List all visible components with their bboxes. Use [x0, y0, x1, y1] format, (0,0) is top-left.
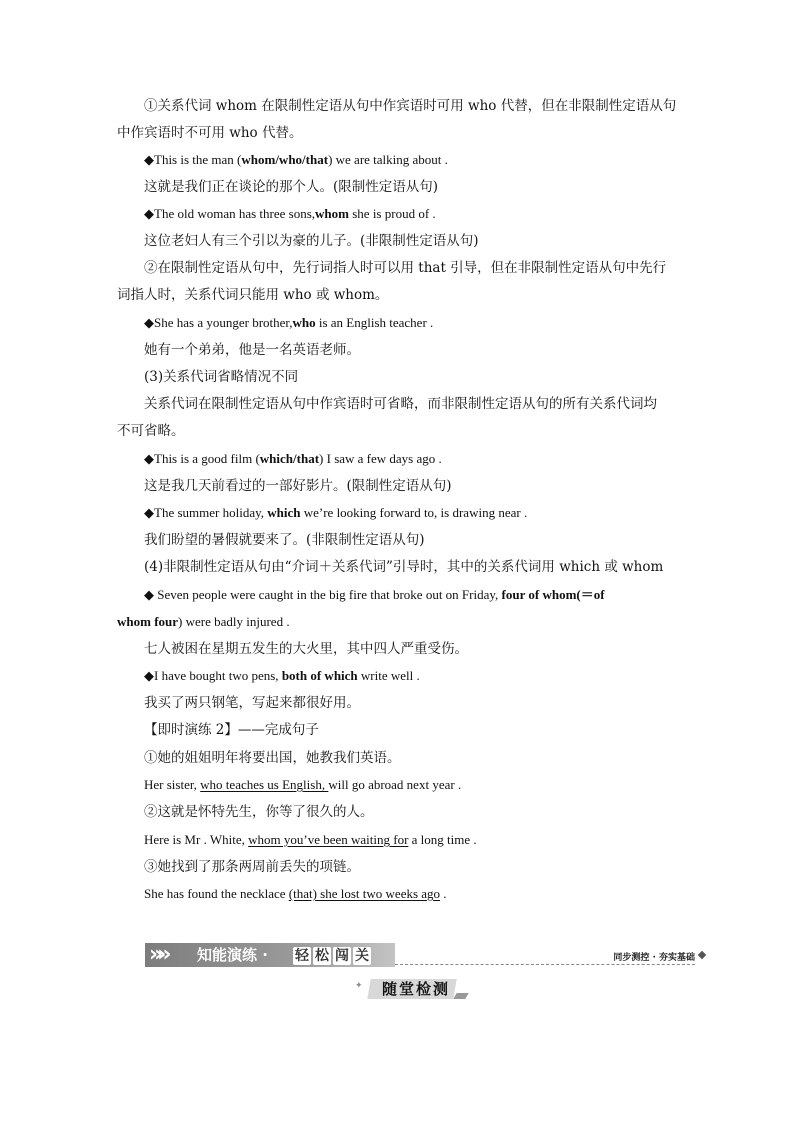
text: ②这就是怀特先生，你等了很久的人。 — [144, 804, 374, 820]
text: she is proud of . — [348, 206, 436, 221]
text: ◆This is the man ( — [144, 152, 242, 167]
section-heading — [144, 367, 704, 387]
bold-text: whom — [315, 206, 349, 221]
chevron-right-icon: »» — [149, 942, 166, 967]
text: ) we are talking about . — [328, 152, 448, 167]
banner-char: 关 — [355, 948, 369, 964]
example-sentence — [144, 150, 704, 170]
paragraph-line — [117, 421, 677, 441]
text: 这位老妇人有三个引以为豪的儿子。(非限制性定语从句) — [144, 233, 479, 249]
text: 我买了两只钢笔，写起来都很好用。 — [144, 695, 360, 711]
diamond-icon — [698, 951, 706, 959]
text: 【即时演练 2】——完成句子 — [144, 722, 319, 738]
text: 关系代词在限制性定语从句中作宾语时可省略，而非限制性定语从句的所有关系代词均 — [144, 396, 657, 412]
text: 她有一个弟弟，他是一名英语老师。 — [144, 342, 360, 358]
banner-title: 知能演练 · — [197, 946, 268, 964]
text: is an English teacher . — [315, 315, 434, 330]
bold-text: who — [292, 315, 316, 330]
exercise-answer — [144, 884, 704, 904]
text: 我们盼望的暑假就要来了。(非限制性定语从句) — [144, 532, 425, 548]
text: She has found the necklace — [144, 886, 289, 901]
subbanner-tail — [453, 993, 468, 999]
bold-text: whom/who/that — [241, 152, 329, 167]
banner-char: 轻 — [295, 948, 309, 964]
text: 七人被困在星期五发生的大火里，其中四人严重受伤。 — [144, 641, 468, 657]
text: we’re looking forward to, is drawing near . — [300, 505, 528, 520]
text: will go abroad next year . — [328, 777, 462, 792]
example-sentence — [144, 666, 704, 686]
example-sentence — [144, 503, 704, 523]
answer-blank: who teaches us English, — [200, 777, 329, 792]
text: ◆ Seven people were caught in the big fire that broke out on Friday, — [144, 587, 502, 602]
paragraph-line — [144, 394, 704, 414]
text: 词指人时，关系代词只能用 who 或 whom。 — [117, 287, 389, 303]
paragraph-line — [144, 96, 704, 116]
translation-line — [144, 340, 704, 360]
bold-text: which — [267, 505, 301, 520]
divider — [395, 964, 695, 965]
paragraph-line — [117, 285, 677, 305]
exercise-heading — [144, 720, 704, 740]
exercise-answer — [144, 830, 704, 850]
banner-tagline: 同步测控 · 夯实基础 — [613, 953, 695, 963]
section-heading — [144, 557, 704, 577]
banner-char: 松 — [315, 948, 329, 964]
text: ◆The summer holiday, — [144, 505, 268, 520]
section-banner — [145, 940, 705, 970]
text: ◆She has a younger brother, — [144, 315, 293, 330]
translation-line — [144, 639, 704, 659]
translation-line — [144, 177, 704, 197]
banner-char: 闯 — [335, 948, 349, 964]
exercise-answer — [144, 775, 704, 795]
example-sentence — [144, 313, 704, 333]
text: 这就是我们正在谈论的那个人。(限制性定语从句) — [144, 179, 439, 195]
bold-text: both of which — [281, 668, 358, 683]
text: ①她的姐姐明年将要出国，她教我们英语。 — [144, 750, 401, 766]
bold-text: which/that — [259, 451, 320, 466]
text: ◆The old woman has three sons, — [144, 206, 316, 221]
text: Her sister, — [144, 777, 201, 792]
text: 这是我几天前看过的一部好影片。(限制性定语从句) — [144, 478, 452, 494]
subsection-banner — [355, 979, 465, 1003]
translation-line — [144, 693, 704, 713]
text: 不可省略。 — [117, 423, 185, 439]
text: (4)非限制性定语从句由“介词＋关系代词”引导时，其中的关系代词用 which 或 whom — [144, 559, 664, 575]
text: ③她找到了那条两周前丢失的项链。 — [144, 859, 360, 875]
example-sentence — [144, 449, 704, 469]
exercise-prompt — [144, 802, 704, 822]
text: ◆This is a good film ( — [144, 451, 260, 466]
text: a long time . — [408, 832, 477, 847]
sparkle-icon: ✦ — [355, 981, 363, 991]
text: (3)关系代词省略情况不同 — [144, 369, 299, 385]
example-sentence — [144, 204, 704, 224]
exercise-prompt — [144, 857, 704, 877]
text: 中作宾语时不可用 who 代替。 — [117, 125, 303, 141]
text: Here is Mr . White, — [144, 832, 249, 847]
text: ) were badly injured . — [178, 614, 290, 629]
exercise-prompt — [144, 748, 704, 768]
translation-line — [144, 231, 704, 251]
text: ) I saw a few days ago . — [319, 451, 442, 466]
bold-text: four of whom(＝of — [501, 587, 605, 602]
translation-line — [144, 476, 704, 496]
text: ◆I have bought two pens, — [144, 668, 282, 683]
text: . — [440, 886, 447, 901]
bold-text: whom four — [117, 614, 179, 629]
example-sentence — [144, 585, 704, 605]
text: ①关系代词 whom 在限制性定语从句中作宾语时可用 who 代替，但在非限制性定语从句 — [144, 98, 677, 114]
text: ②在限制性定语从句中，先行词指人时可以用 that 引导，但在非限制性定语从句中先行 — [144, 260, 667, 276]
answer-blank: whom you’ve been waiting for — [248, 832, 409, 847]
paragraph-line — [117, 123, 677, 143]
answer-blank: (that) she lost two weeks ago — [288, 886, 441, 901]
text: write well . — [357, 668, 420, 683]
example-sentence-cont — [117, 612, 677, 632]
subsection-title: 随堂检测 — [381, 980, 450, 998]
paragraph-line — [144, 258, 704, 278]
banner-subtitle — [293, 943, 373, 967]
translation-line — [144, 530, 704, 550]
